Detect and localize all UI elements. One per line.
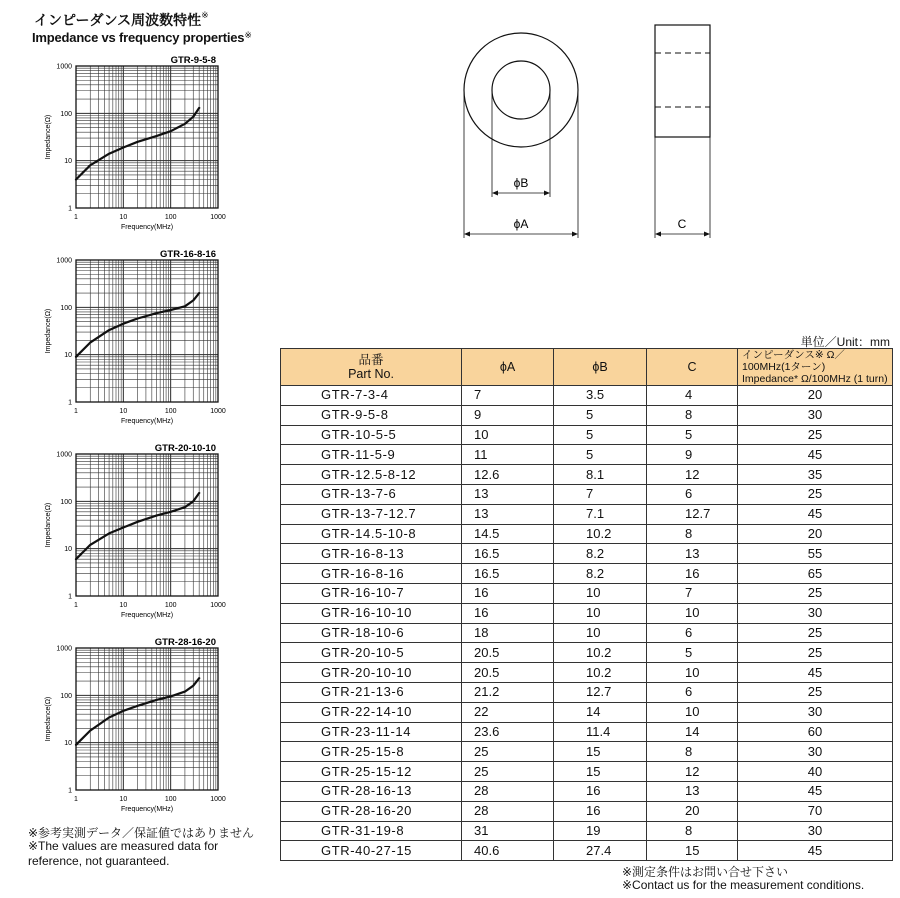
table-row [281,465,893,485]
cell-c: 10 [647,603,738,623]
cell-c: 13 [647,544,738,564]
cell-phi-a: 25 [462,742,554,762]
y-tick-label: 1000 [56,451,72,459]
cell-phi-a: 20.5 [462,663,554,683]
cell-impedance: 45 [738,663,893,683]
data-point [156,699,158,701]
data-point [75,356,77,358]
header-part-no [281,349,462,386]
cell-phi-a: 22 [462,702,554,722]
y-tick-label: 10 [64,352,72,360]
cell-phi-a: 31 [462,821,554,841]
cell-phi-b: 11.4 [554,722,647,742]
cell-phi-b: 7.1 [554,504,647,524]
data-point [184,305,186,307]
cell-impedance: 30 [738,821,893,841]
cell-phi-b: 5 [554,405,647,425]
dimension-a-label: ϕA [513,217,529,231]
table-row [281,603,893,623]
data-point [108,153,110,155]
cell-c: 7 [647,583,738,603]
header-phi-b: ϕB [554,349,647,386]
cell-c: 6 [647,682,738,702]
arrow-icon [655,232,661,237]
outer-ring [464,33,578,147]
cell-impedance: 20 [738,386,893,406]
cell-phi-b: 10 [554,623,647,643]
table-header-row [281,349,893,386]
data-point [89,544,91,546]
cell-phi-a: 20.5 [462,643,554,663]
header-part-jp: 品番 [358,353,384,367]
chart-gtr-20-10-10 [30,440,245,625]
cell-impedance: 70 [738,801,893,821]
x-tick-label: 100 [164,214,177,221]
cell-phi-a: 23.6 [462,722,554,742]
data-point [89,164,91,166]
data-point [108,717,110,719]
cell-part-no: GTR-20-10-10 [281,663,462,683]
data-point [184,691,186,693]
data-point [198,292,200,294]
cell-part-no: GTR-16-10-7 [281,583,462,603]
cell-part-no: GTR-11-5-9 [281,445,462,465]
x-axis-label: Frequency(MHz) [120,418,174,425]
cell-phi-a: 14.5 [462,524,554,544]
cell-impedance: 30 [738,405,893,425]
cell-phi-a: 9 [462,405,554,425]
cell-part-no: GTR-25-15-8 [281,742,462,762]
page-title-en: Impedance vs frequency properties※ [32,30,252,45]
table-row [281,524,893,544]
cell-c: 6 [647,484,738,504]
header-phi-a: ϕA [462,349,554,386]
table-row [281,722,893,742]
header-imp-en: Impedance* Ω/100MHz (1 turn) [742,373,888,385]
plot-frame [76,260,218,402]
data-point [137,521,139,523]
side-view [655,25,710,137]
cell-phi-b: 15 [554,742,647,762]
data-point [192,116,194,118]
cell-c: 13 [647,781,738,801]
cell-c: 5 [647,425,738,445]
y-tick-label: 100 [60,498,72,506]
cell-phi-a: 12.6 [462,465,554,485]
y-tick-label: 10 [64,740,72,748]
header-c: C [647,349,738,386]
data-point [192,500,194,502]
cell-impedance: 25 [738,643,893,663]
cell-phi-b: 8.2 [554,564,647,584]
cell-part-no: GTR-10-5-5 [281,425,462,445]
cell-impedance: 25 [738,623,893,643]
chart-title: GTR-16-8-16 [160,249,216,260]
cell-phi-b: 5 [554,425,647,445]
plot-frame [76,454,218,596]
cell-c: 8 [647,742,738,762]
data-point [198,492,200,494]
note-left-jp: ※参考実測データ／保証値ではありません [28,826,255,840]
table-row [281,504,893,524]
dimension-c-label: C [677,217,687,231]
header-imp-jp: インピーダンス※ Ω／100MHz(1ターン) [742,349,845,373]
table-row [281,682,893,702]
data-point [75,179,77,181]
cell-c: 9 [647,445,738,465]
x-tick-label: 1000 [210,796,226,803]
cell-part-no: GTR-31-19-8 [281,821,462,841]
cell-phi-a: 25 [462,762,554,782]
y-axis-label: Impedance(Ω) [45,696,52,742]
x-tick-label: 1 [74,602,78,609]
cell-impedance: 45 [738,504,893,524]
data-point [108,533,110,535]
cell-part-no: GTR-25-15-12 [281,762,462,782]
cell-impedance: 40 [738,762,893,782]
cell-impedance: 45 [738,445,893,465]
cell-phi-b: 15 [554,762,647,782]
cell-part-no: GTR-16-10-10 [281,603,462,623]
data-point [192,300,194,302]
note-right-jp: ※測定条件はお問い合せ下さい [622,865,789,879]
cell-impedance: 25 [738,425,893,445]
data-point [137,318,139,320]
cell-c: 8 [647,524,738,544]
cell-c: 5 [647,643,738,663]
cell-phi-a: 7 [462,386,554,406]
cell-c: 14 [647,722,738,742]
cell-phi-a: 10 [462,425,554,445]
y-axis-label: Impedance(Ω) [45,502,52,548]
table-row [281,386,893,406]
cell-phi-b: 10.2 [554,663,647,683]
cell-phi-b: 7 [554,484,647,504]
cell-phi-a: 21.2 [462,682,554,702]
table-row [281,801,893,821]
note-right-en: ※Contact us for the measurement conditions. [622,878,865,892]
data-point [156,515,158,517]
cell-phi-b: 8.1 [554,465,647,485]
note-left-en: ※The values are measured data for reference, not guaranteed. [28,839,219,868]
cell-c: 12 [647,465,738,485]
chart-title: GTR-20-10-10 [154,443,216,454]
cell-phi-a: 18 [462,623,554,643]
x-tick-label: 10 [119,796,128,803]
data-point [122,323,124,325]
cell-phi-a: 16.5 [462,544,554,564]
header-impedance [738,349,893,386]
x-tick-label: 1 [74,796,78,803]
cell-phi-a: 40.6 [462,841,554,861]
arrow-icon [572,232,578,237]
cell-impedance: 25 [738,484,893,504]
arrow-icon [544,191,550,196]
arrow-icon [492,191,498,196]
cell-part-no: GTR-21-13-6 [281,682,462,702]
cell-part-no: GTR-13-7-6 [281,484,462,504]
cell-phi-a: 28 [462,801,554,821]
table-row [281,425,893,445]
chart-gtr-9-5-8 [30,52,245,237]
cell-impedance: 45 [738,841,893,861]
cell-phi-b: 16 [554,781,647,801]
y-tick-label: 100 [60,304,72,312]
cell-phi-b: 19 [554,821,647,841]
data-point [137,705,139,707]
cell-part-no: GTR-23-11-14 [281,722,462,742]
data-point [137,141,139,143]
cell-part-no: GTR-16-8-16 [281,564,462,584]
cell-impedance: 30 [738,603,893,623]
x-tick-label: 1000 [210,602,226,609]
y-tick-label: 100 [60,110,72,118]
cell-c: 20 [647,801,738,821]
cell-phi-b: 10 [554,583,647,603]
y-axis-label: Impedance(Ω) [45,308,52,354]
y-tick-label: 1 [68,205,72,213]
x-tick-label: 100 [164,796,177,803]
cell-part-no: GTR-28-16-13 [281,781,462,801]
cell-c: 10 [647,702,738,722]
cell-impedance: 25 [738,583,893,603]
table-row [281,484,893,504]
cell-impedance: 30 [738,702,893,722]
data-point [108,329,110,331]
cell-impedance: 60 [738,722,893,742]
cell-c: 10 [647,663,738,683]
note-mark: ※ [244,30,252,40]
note-mark: ※ [201,10,209,20]
cell-part-no: GTR-12.5-8-12 [281,465,462,485]
cell-phi-a: 16 [462,583,554,603]
header-part-en: Part No. [348,367,394,381]
cell-impedance: 30 [738,742,893,762]
cell-impedance: 45 [738,781,893,801]
unit-label: 単位／Unit：mm [800,335,890,349]
data-point [156,312,158,314]
cell-phi-a: 13 [462,504,554,524]
table-row [281,742,893,762]
cell-impedance: 65 [738,564,893,584]
table-row [281,702,893,722]
data-point [122,527,124,529]
table-row [281,663,893,683]
cell-part-no: GTR-16-8-13 [281,544,462,564]
y-tick-label: 100 [60,692,72,700]
cell-impedance: 55 [738,544,893,564]
y-tick-label: 1000 [56,63,72,71]
cell-c: 15 [647,841,738,861]
cell-phi-b: 14 [554,702,647,722]
cell-part-no: GTR-28-16-20 [281,801,462,821]
cell-phi-b: 12.7 [554,682,647,702]
arrow-icon [464,232,470,237]
cell-phi-b: 27.4 [554,841,647,861]
arrow-icon [704,232,710,237]
x-tick-label: 1 [74,214,78,221]
cell-phi-b: 10 [554,603,647,623]
y-axis-label: Impedance(Ω) [45,114,52,160]
dimension-b-label: ϕB [513,176,529,190]
table-row [281,544,893,564]
spec-table [280,348,893,861]
y-tick-label: 10 [64,158,72,166]
x-tick-label: 100 [164,602,177,609]
y-tick-label: 10 [64,546,72,554]
x-tick-label: 1 [74,408,78,415]
table-row [281,821,893,841]
y-tick-label: 1 [68,593,72,601]
x-tick-label: 1000 [210,408,226,415]
cell-part-no: GTR-13-7-12.7 [281,504,462,524]
table-row [281,643,893,663]
chart-gtr-16-8-16 [30,246,245,431]
x-axis-label: Frequency(MHz) [120,612,174,619]
cell-impedance: 20 [738,524,893,544]
data-point [75,744,77,746]
table-body [281,386,893,861]
plot-frame [76,648,218,790]
cell-phi-a: 28 [462,781,554,801]
table-row [281,445,893,465]
table-row [281,623,893,643]
data-point [170,511,172,513]
page-title-jp: インピーダンス周波数特性※ [34,10,209,28]
cell-part-no: GTR-18-10-6 [281,623,462,643]
table-row [281,781,893,801]
data-point [170,309,172,311]
cell-c: 8 [647,405,738,425]
table-row [281,583,893,603]
chart-title: GTR-28-16-20 [154,637,216,648]
x-tick-label: 100 [164,408,177,415]
table-row [281,841,893,861]
cell-part-no: GTR-14.5-10-8 [281,524,462,544]
cell-phi-a: 13 [462,484,554,504]
cell-part-no: GTR-9-5-8 [281,405,462,425]
x-tick-label: 1000 [210,214,226,221]
cell-c: 16 [647,564,738,584]
data-point [156,135,158,137]
cell-phi-a: 11 [462,445,554,465]
cell-impedance: 25 [738,682,893,702]
inner-hole [492,61,550,119]
x-axis-label: Frequency(MHz) [120,224,174,231]
cell-phi-b: 10.2 [554,643,647,663]
cell-part-no: GTR-7-3-4 [281,386,462,406]
table-row [281,405,893,425]
table-row [281,762,893,782]
data-point [122,710,124,712]
cell-c: 12.7 [647,504,738,524]
cell-part-no: GTR-22-14-10 [281,702,462,722]
data-point [192,685,194,687]
y-tick-label: 1000 [56,645,72,653]
data-point [89,730,91,732]
cell-c: 4 [647,386,738,406]
cell-part-no: GTR-20-10-5 [281,643,462,663]
data-point [122,147,124,149]
cell-phi-b: 16 [554,801,647,821]
ring-core-diagram [455,15,735,245]
x-tick-label: 10 [119,214,128,221]
x-tick-label: 10 [119,602,128,609]
x-tick-label: 10 [119,408,128,415]
cell-impedance: 35 [738,465,893,485]
y-tick-label: 1 [68,787,72,795]
data-point [184,123,186,125]
y-tick-label: 1 [68,399,72,407]
chart-gtr-28-16-20 [30,634,245,819]
data-point [170,130,172,132]
cell-c: 6 [647,623,738,643]
chart-title: GTR-9-5-8 [170,55,216,66]
data-point [198,107,200,109]
x-axis-label: Frequency(MHz) [120,806,174,813]
cell-phi-a: 16 [462,603,554,623]
data-point [170,695,172,697]
cell-phi-b: 8.2 [554,544,647,564]
y-tick-label: 1000 [56,257,72,265]
cell-phi-b: 5 [554,445,647,465]
data-point [75,558,77,560]
cell-c: 12 [647,762,738,782]
cell-phi-b: 10.2 [554,524,647,544]
plot-frame [76,66,218,208]
cell-phi-a: 16.5 [462,564,554,584]
data-point [89,342,91,344]
cell-phi-b: 3.5 [554,386,647,406]
table-row [281,564,893,584]
data-point [198,677,200,679]
cell-c: 8 [647,821,738,841]
data-point [184,506,186,508]
cell-part-no: GTR-40-27-15 [281,841,462,861]
